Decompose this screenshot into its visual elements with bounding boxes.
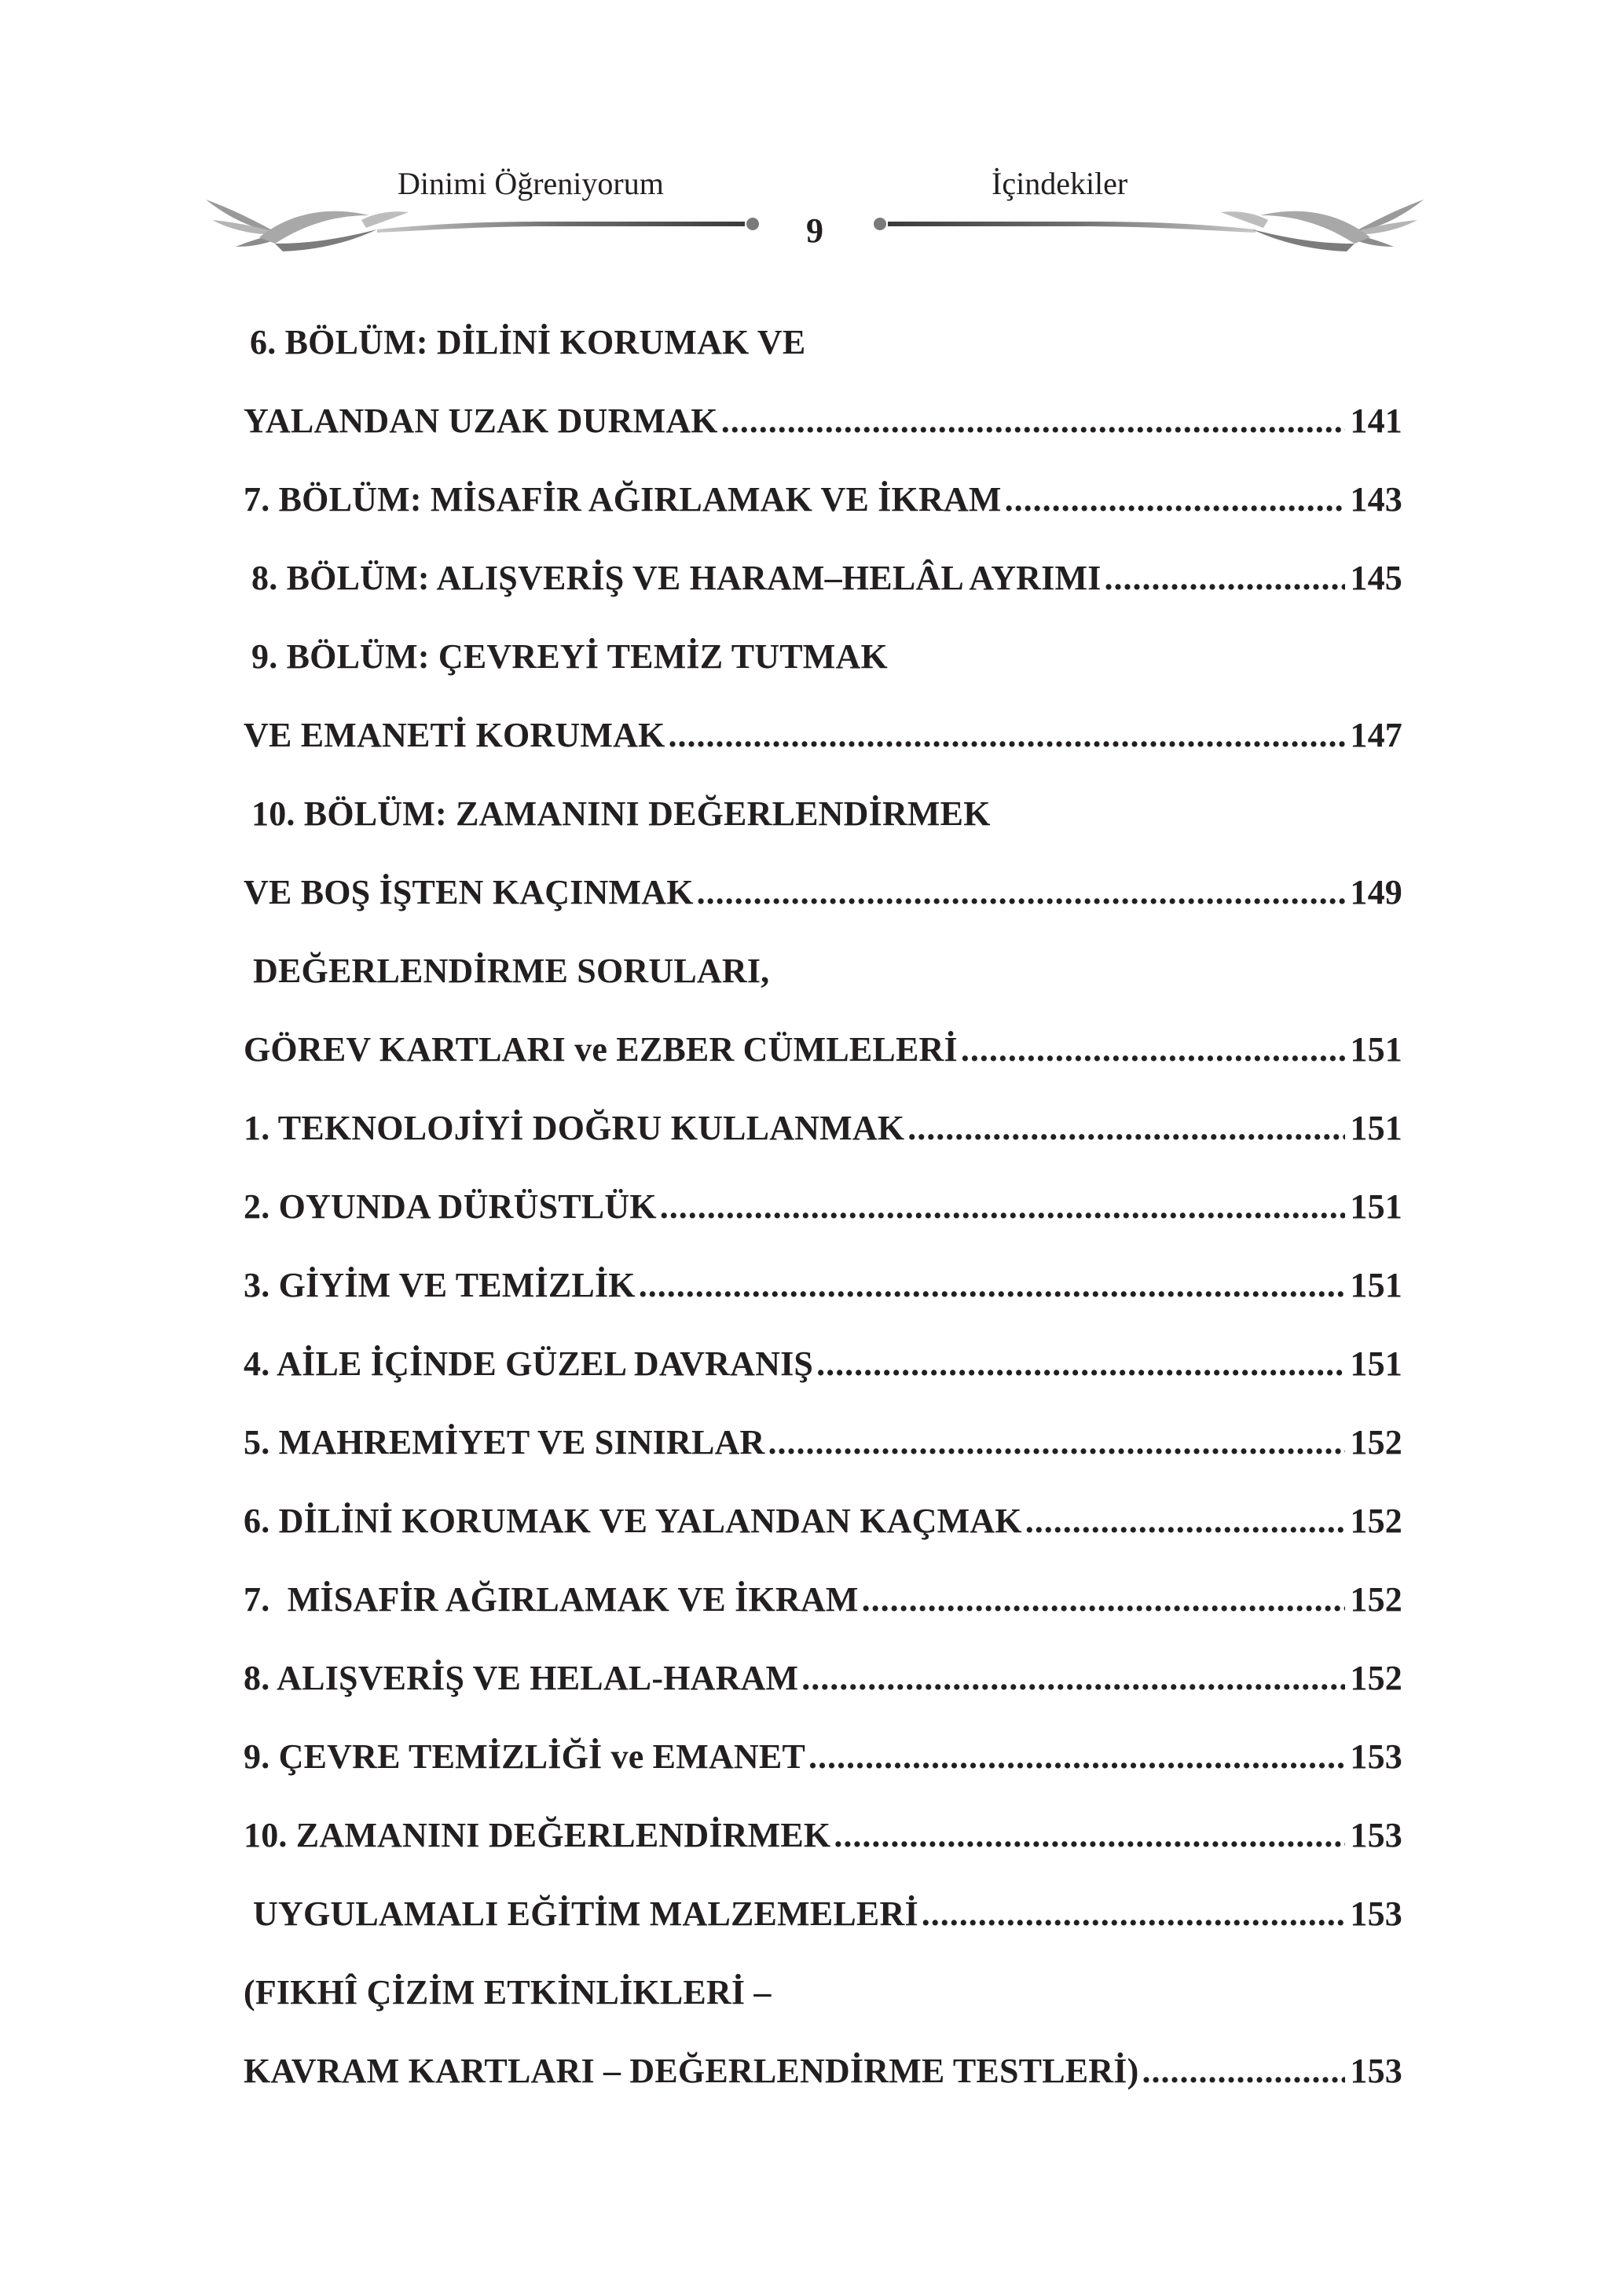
- toc-entry-page: 141: [1350, 402, 1402, 440]
- dot-leader: [1105, 558, 1346, 598]
- toc-entry-page: 147: [1350, 716, 1402, 754]
- dot-leader: [721, 401, 1346, 441]
- page-number: 9: [806, 211, 823, 250]
- toc-entry-label: KAVRAM KARTLARI – DEĞERLENDİRME TESTLERİ): [244, 2052, 1139, 2090]
- toc-entry-page: 145: [1350, 559, 1402, 597]
- toc-entry-page: 152: [1350, 1580, 1402, 1619]
- toc-entry-label: VE EMANETİ KORUMAK: [244, 716, 665, 754]
- toc-entry: [244, 1108, 1402, 1155]
- toc-entry-page: 152: [1350, 1659, 1402, 1697]
- toc-entry-page: 143: [1350, 480, 1402, 519]
- toc-entry: [244, 1187, 1402, 1234]
- toc-entry: [244, 951, 1412, 998]
- toc-entry-page: 152: [1350, 1423, 1402, 1462]
- toc-entry-page: 151: [1350, 1266, 1402, 1304]
- dot-leader: [1025, 1501, 1346, 1541]
- toc-entry-label: 7. BÖLÜM: MİSAFİR AĞIRLAMAK VE İKRAM: [244, 480, 1002, 519]
- toc-entry: [244, 1579, 1402, 1627]
- dot-leader: [669, 715, 1346, 755]
- toc-entry-label: 9. ÇEVRE TEMİZLİĞİ ve EMANET: [244, 1737, 805, 1776]
- toc-entry-page: 151: [1350, 1109, 1402, 1147]
- toc-entry-label: 9. BÖLÜM: ÇEVREYİ TEMİZ TUTMAK: [251, 637, 888, 676]
- toc-entry-page: 149: [1350, 873, 1402, 911]
- section-title: İçindekiler: [992, 166, 1128, 201]
- toc-entry: [244, 322, 1409, 369]
- dot-leader: [1005, 479, 1346, 519]
- dot-leader: [808, 1737, 1345, 1777]
- toc-entry: [244, 1344, 1402, 1391]
- toc-entry-label: 7. MİSAFİR AĞIRLAMAK VE İKRAM: [244, 1580, 859, 1619]
- toc-entry-page: 152: [1350, 1502, 1402, 1540]
- toc-entry: [244, 636, 1410, 684]
- toc-entry: [244, 558, 1402, 605]
- dot-leader: [922, 1894, 1346, 1934]
- toc-entry-label: YALANDAN UZAK DURMAK: [244, 402, 718, 440]
- dot-leader: [768, 1422, 1345, 1462]
- toc-entry-label: 10. BÖLÜM: ZAMANINI DEĞERLENDİRMEK: [251, 794, 991, 833]
- toc-entry: [244, 401, 1402, 448]
- dot-leader: [801, 1658, 1345, 1698]
- toc-entry-label: 8. BÖLÜM: ALIŞVERİŞ VE HARAM–HELÂL AYRIMI: [251, 559, 1102, 597]
- dot-leader: [961, 1029, 1346, 1069]
- toc-entry-page: 153: [1350, 1816, 1402, 1854]
- toc-entry-page: 153: [1350, 1737, 1402, 1776]
- dot-leader: [834, 1815, 1345, 1855]
- toc-entry-label: 8. ALIŞVERİŞ VE HELAL-HARAM: [244, 1659, 799, 1697]
- toc-entry: [244, 794, 1410, 841]
- dot-leader: [1142, 2051, 1345, 2091]
- toc-entry-label: UYGULAMALI EĞİTİM MALZEMELERİ: [253, 1894, 918, 1933]
- toc-entry: [244, 872, 1402, 919]
- dot-leader: [697, 872, 1346, 912]
- toc-entry-label: 1. TEKNOLOJİYİ DOĞRU KULLANMAK: [244, 1109, 905, 1147]
- toc-entry: [244, 1658, 1402, 1705]
- toc-entry: [244, 1501, 1402, 1548]
- toc-entry: [244, 1972, 1402, 2019]
- dot-leader: [907, 1108, 1345, 1148]
- toc-entry-label: 5. MAHREMİYET VE SINIRLAR: [244, 1423, 765, 1462]
- dot-leader: [639, 1265, 1346, 1305]
- toc-entry: [244, 1737, 1402, 1784]
- toc-entry-label: DEĞERLENDİRME SORULARI,: [253, 952, 770, 990]
- toc-entry-page: 151: [1350, 1030, 1402, 1069]
- toc-entry: [244, 1029, 1402, 1076]
- toc-entry: [244, 1422, 1402, 1469]
- toc-entry-label: (FIKHÎ ÇİZİM ETKİNLİKLERİ –: [244, 1973, 772, 2012]
- toc-entry-label: 2. OYUNDA DÜRÜSTLÜK: [244, 1187, 657, 1226]
- toc-entry: [244, 479, 1402, 526]
- toc-entry-label: 6. DİLİNİ KORUMAK VE YALANDAN KAÇMAK: [244, 1502, 1022, 1540]
- toc-entry-label: 4. AİLE İÇİNDE GÜZEL DAVRANIŞ: [244, 1344, 814, 1383]
- toc-entry-page: 153: [1350, 2052, 1402, 2090]
- toc-entry-page: 151: [1350, 1187, 1402, 1226]
- dot-leader: [862, 1579, 1346, 1619]
- toc-entry: [244, 1894, 1402, 1941]
- book-title: Dinimi Öğreniyorum: [398, 166, 664, 201]
- dot-leader: [816, 1344, 1345, 1384]
- page-header: [0, 0, 1624, 267]
- toc-entry-label: 10. ZAMANINI DEĞERLENDİRMEK: [244, 1816, 831, 1854]
- toc-entry: [244, 715, 1402, 762]
- toc-entry: [244, 1815, 1402, 1862]
- toc-entry: [244, 1265, 1402, 1312]
- dot-leader: [660, 1187, 1346, 1227]
- toc-entry-label: VE BOŞ İŞTEN KAÇINMAK: [244, 873, 694, 911]
- toc-entry-label: 6. BÖLÜM: DİLİNİ KORUMAK VE: [250, 323, 806, 361]
- toc-entry-page: 153: [1350, 1894, 1402, 1933]
- toc-entry-label: 3. GİYİM VE TEMİZLİK: [244, 1266, 636, 1304]
- toc-entry-page: 151: [1350, 1344, 1402, 1383]
- toc-entry: [244, 2051, 1402, 2098]
- toc-entry-label: GÖREV KARTLARI ve EZBER CÜMLELERİ: [244, 1030, 958, 1069]
